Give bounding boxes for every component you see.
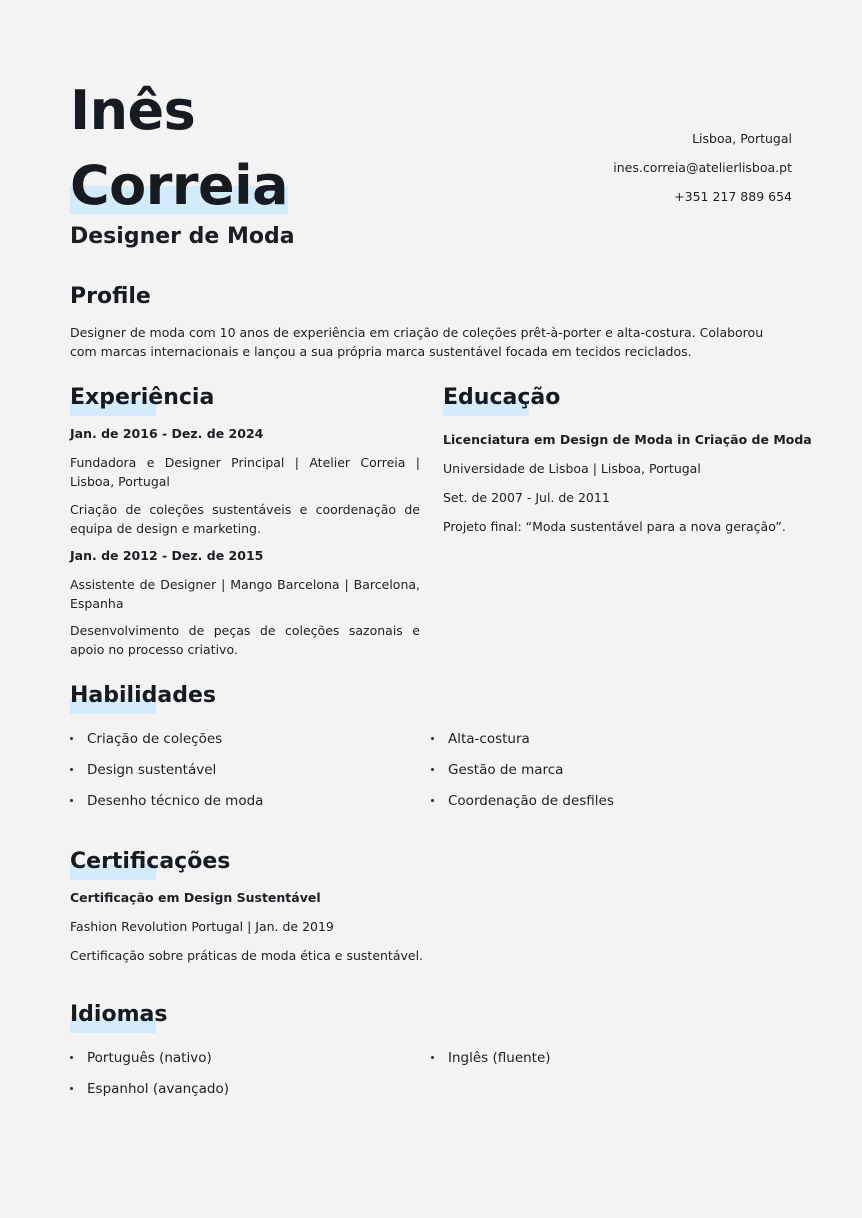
bullet-icon xyxy=(431,768,434,771)
experience-role: Fundadora e Designer Principal | Atelier Correia | Lisboa, Portugal xyxy=(70,455,420,489)
first-name: Inês xyxy=(70,79,196,142)
experience-heading: Experiência xyxy=(70,385,215,410)
skill-item: Criação de coleções xyxy=(70,730,222,748)
language-item: Inglês (fluente) xyxy=(431,1049,551,1067)
bullet-icon xyxy=(431,737,434,740)
last-name-highlight: Correia xyxy=(70,154,289,217)
profile-heading: Profile xyxy=(70,284,151,309)
skill-item: Coordenação de desfiles xyxy=(431,792,614,810)
education-project: Projeto final: “Moda sustentável para a nova geração”. xyxy=(443,519,786,534)
certification-issuer: Fashion Revolution Portugal | Jan. de 2019 xyxy=(70,919,334,934)
language-item: Espanhol (avançado) xyxy=(70,1080,229,1098)
skill-item: Desenho técnico de moda xyxy=(70,792,263,810)
experience-role: Assistente de Designer | Mango Barcelona | Barcelona, Espanha xyxy=(70,577,420,611)
experience-description: Desenvolvimento de peças de coleções sazonais e apoio no processo criativo. xyxy=(70,623,420,657)
experience-description: Criação de coleções sustentáveis e coordenação de equipa de design e marketing. xyxy=(70,502,420,536)
skill-item: Gestão de marca xyxy=(431,761,563,779)
experience-dates: Jan. de 2016 - Dez. de 2024 xyxy=(70,426,264,441)
certifications-heading: Certificações xyxy=(70,849,231,874)
bullet-icon xyxy=(70,768,73,771)
education-school: Universidade de Lisboa | Lisboa, Portugal xyxy=(443,461,701,476)
certification-title: Certificação em Design Sustentável xyxy=(70,890,321,905)
bullet-icon xyxy=(70,1056,73,1059)
experience-dates: Jan. de 2012 - Dez. de 2015 xyxy=(70,548,264,563)
education-dates: Set. de 2007 - Jul. de 2011 xyxy=(443,490,610,505)
languages-heading: Idiomas xyxy=(70,1002,168,1027)
skill-item: Alta-costura xyxy=(431,730,530,748)
certification-description: Certificação sobre práticas de moda ética e sustentável. xyxy=(70,948,424,963)
bullet-icon xyxy=(70,799,73,802)
bullet-icon xyxy=(431,1056,434,1059)
job-title: Designer de Moda xyxy=(70,224,295,249)
bullet-icon xyxy=(70,1087,73,1090)
skill-item: Design sustentável xyxy=(70,761,216,779)
skills-heading: Habilidades xyxy=(70,683,216,708)
bullet-icon xyxy=(70,737,73,740)
bullet-icon xyxy=(431,799,434,802)
contact-phone: +351 217 889 654 xyxy=(674,189,792,204)
language-item: Português (nativo) xyxy=(70,1049,212,1067)
last-name xyxy=(70,156,288,216)
education-degree: Licenciatura em Design de Moda in Criação de Moda xyxy=(443,432,812,447)
contact-location: Lisboa, Portugal xyxy=(692,131,792,146)
resume-page xyxy=(70,0,812,1218)
contact-email: ines.correia@atelierlisboa.pt xyxy=(613,160,792,175)
profile-text: Designer de moda com 10 anos de experiência em criação de coleções prêt-à-porter e alta-costura. Colaborou com marcas internacionais e lançou a sua própria marca sustentável focada em tecidos reciclados. xyxy=(70,325,764,359)
contact-block xyxy=(613,124,792,211)
education-heading: Educação xyxy=(443,385,561,410)
